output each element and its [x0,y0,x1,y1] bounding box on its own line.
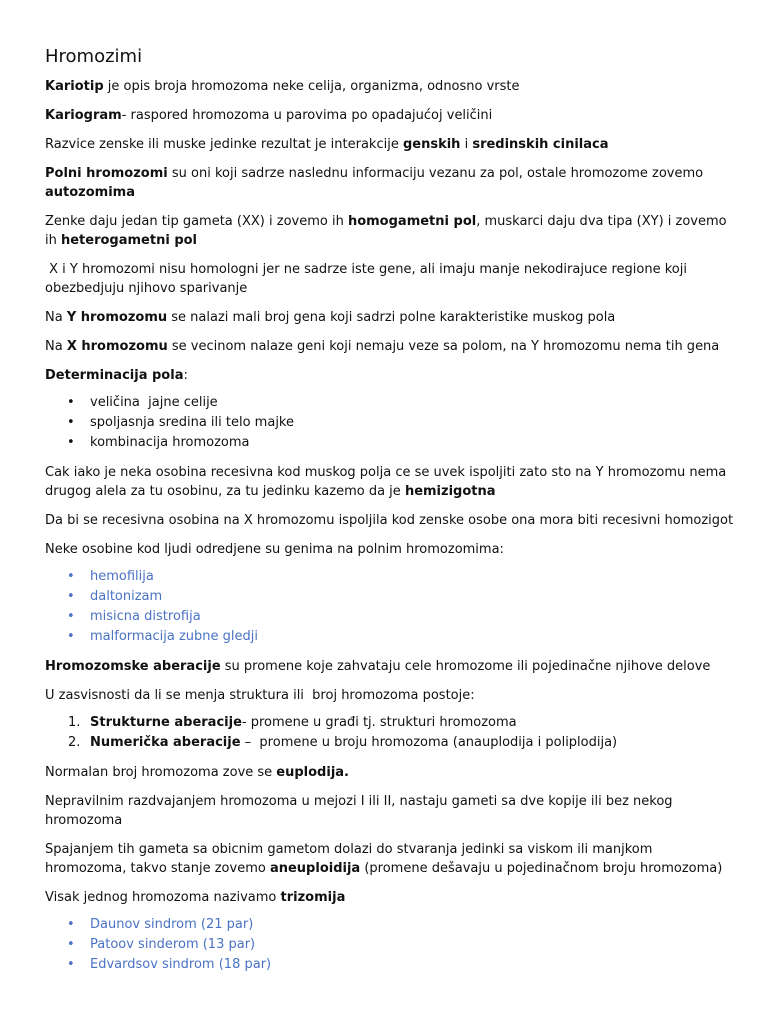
list-number: 2. [68,735,81,750]
bullet-icon: • [67,415,75,430]
term-strukturne: Strukturne aberacije [90,715,242,730]
list-item-text: spoljasnja sredina ili telo majke [90,415,294,430]
document-page [45,46,735,985]
bullet-icon: • [67,589,75,604]
bullet-icon: • [67,435,75,450]
term-hemizigotna: hemizigotna [404,484,496,499]
list-item [45,393,735,413]
term-y-hromozomu: Y hromozomu [66,310,168,325]
bullet-icon: • [67,609,75,624]
paragraph-kariogram [45,106,735,125]
bullet-icon: • [67,957,75,972]
bullet-icon: • [67,395,75,410]
text: se vecinom nalaze geni koji nemaju veze sa polom, na Y hromozomu nema tih gena [167,339,720,354]
list-item [45,955,735,975]
term-heterogametni: heterogametni pol [60,233,198,248]
list-item-text: daltonizam [90,589,163,604]
text: Razvice zenske ili muske jedinke rezultat je interakcije [45,137,403,152]
list-number: 1. [68,715,81,730]
list-item [45,587,735,607]
paragraph-razvice [45,135,735,154]
list-item [45,713,735,733]
list-item [45,915,735,935]
list-item [45,733,735,753]
list-trizomije [45,915,735,975]
bullet-icon: • [67,917,75,932]
text: Normalan broj hromozoma zove se [45,765,277,780]
term-kariotip: Kariotip [45,79,104,94]
document-title: Hromozimi [45,46,143,67]
list-polne-osobine [45,567,735,647]
paragraph-polni-hromozomi [45,164,735,202]
term-x-hromozomu: X hromozomu [66,339,168,354]
list-determinacija [45,393,735,453]
paragraph-zavisnost: U zasvisnosti da li se menja struktura ili broj hromozoma postoje: [45,688,475,703]
list-item [45,413,735,433]
paragraph-xy-homologni: X i Y hromozomi nisu homologni jer ne sadrze iste gene, ali imaju manje nekodirajuce regione koji obezbedjuju njihovo sparivanje [45,262,692,296]
list-item-text: veličina jajne celije [90,395,218,410]
list-item [45,433,735,453]
term-aneuploidija: aneuploidija [269,861,361,876]
list-item [45,607,735,627]
text: je opis broja hromozoma neke celija, organizma, odnosno vrste [103,79,520,94]
term-euplodija: euplodija. [276,765,349,780]
term-trizomija: trizomija [280,890,346,905]
bullet-icon: • [67,569,75,584]
text: su promene koje zahvataju cele hromozome ili pojedinačne njihove delove [220,659,711,674]
paragraph-trizomija [45,888,735,907]
paragraph-kariotip [45,77,735,96]
term-determinacija-pola: Determinacija pola [45,368,184,383]
list-item [45,627,735,647]
list-aberacije [45,713,735,753]
term-genskih: genskih [402,137,461,152]
list-item-text: - promene u građi tj. strukturi hromozoma [241,715,517,730]
paragraph-hemizigotna [45,463,735,501]
list-item [45,567,735,587]
list-item-text: – promene u broju hromozoma (anauplodija i poliplodija) [240,735,618,750]
paragraph-recesivna: Da bi se recesivna osobina na X hromozomu ispoljila kod zenske osobe ona mora biti recesivni homozigot [45,513,734,528]
paragraph-determinacija [45,366,735,385]
text: Cak iako je neka osobina recesivna kod muskog polja ce se uvek ispoljiti zato sto na Y hromozomu nema drugog alela za tu osobinu, za tu jedinku kazemo da je [45,465,727,499]
term-kariogram: Kariogram [45,108,122,123]
list-item [45,935,735,955]
text: Na [45,339,67,354]
paragraph-x-hromozom [45,337,735,356]
text: su oni koji sadrze naslednu informaciju vezanu za pol, ostale hromozome zovemo [167,166,704,181]
paragraph-euplodija [45,763,735,782]
text: se nalazi mali broj gena koji sadrzi polne karakteristike muskog pola [167,310,616,325]
term-hromozomske-aberacije: Hromozomske aberacije [45,659,221,674]
paragraph-aneuploidija [45,840,735,878]
text: (promene dešavaju u pojedinačnom broju hromozoma) [360,861,723,876]
term-sredinskih: sredinskih cinilaca [472,137,609,152]
list-item-text: kombinacija hromozoma [90,435,250,450]
term-homogametni: homogametni pol [347,214,477,229]
text: Spajanjem tih gameta sa obicnim gametom dolazi do stvaranja jedinki sa viskom ili manjkom hromozoma, takvo stanje zovemo [45,842,653,876]
list-item-text: Patoov sinderom (13 par) [90,937,256,952]
text: Visak jednog hromozoma nazivamo [45,890,281,905]
text: - raspored hromozoma u parovima po opadajućoj veličini [121,108,493,123]
paragraph-razdvajanje: Nepravilnim razdvajanjem hromozoma u mejozi I ili II, nastaju gameti sa dve kopije ili bez nekog hromozoma [45,794,673,828]
paragraph-osobine: Neke osobine kod ljudi odredjene su genima na polnim hromozomima: [45,542,504,557]
paragraph-aberacije [45,657,735,676]
list-item-text: malformacija zubne gledji [90,629,259,644]
bullet-icon: • [67,629,75,644]
paragraph-y-hromozom [45,308,735,327]
paragraph-gameti [45,212,735,250]
text: i [460,137,473,152]
bullet-icon: • [67,937,75,952]
text: : [183,368,188,383]
text: Na [45,310,67,325]
list-item-text: misicna distrofija [90,609,201,624]
list-item-text: Edvardsov sindrom (18 par) [90,957,272,972]
text: Zenke daju jedan tip gameta (XX) i zovemo ih [45,214,348,229]
text: , muskarci daju dva tipa (XY) i zovemo ih [45,214,727,248]
list-item-text: hemofilija [90,569,154,584]
term-autozomima: autozomima [45,185,135,200]
term-polni-hromozomi: Polni hromozomi [45,166,168,181]
term-numericka: Numerička aberacije [90,735,241,750]
list-item-text: Daunov sindrom (21 par) [90,917,254,932]
